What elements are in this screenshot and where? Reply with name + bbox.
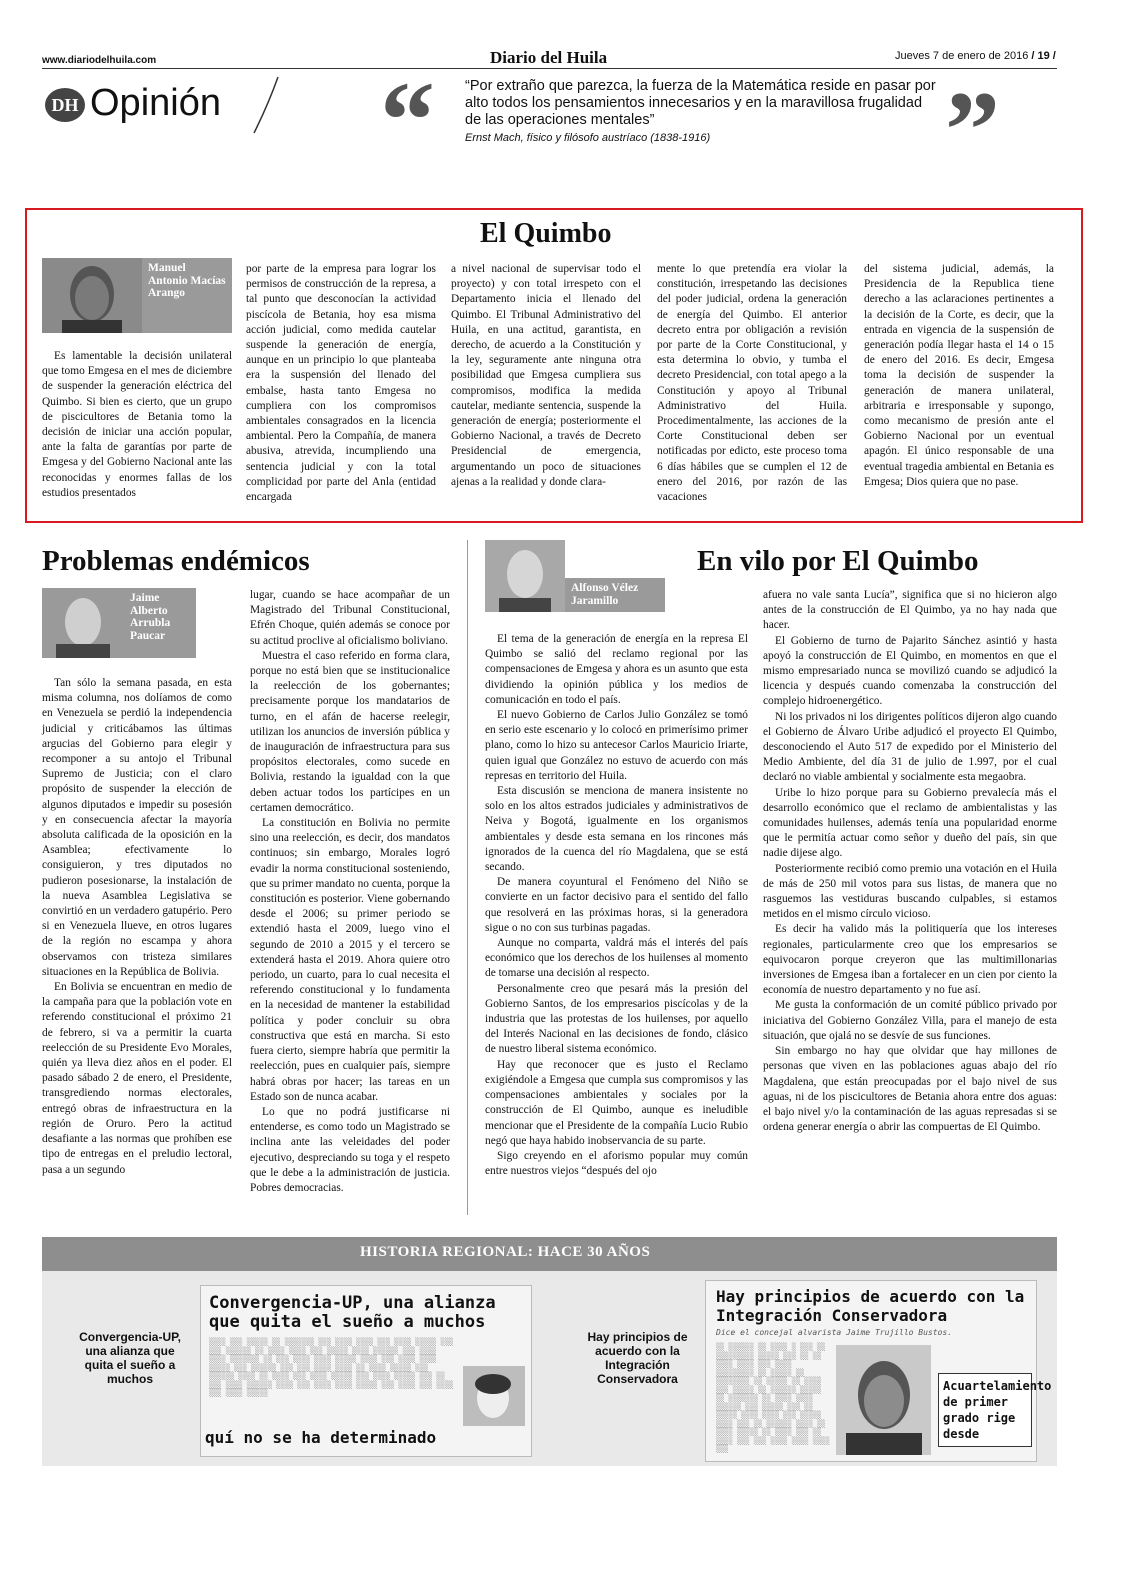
- slash-ornament-icon: [250, 75, 280, 135]
- portrait-icon: [42, 588, 124, 658]
- el-quimbo-col-2: [246, 262, 436, 505]
- paragraph: Uribe lo hizo porque para su Gobierno prevalecía más el desarrollo económico que el reclamo de ambientalistas y las comunidades huilenses, además tenía una popularidad enorme que le permitía actuar como señor y dueño del país, sin que nadie dijese algo.: [763, 786, 1057, 860]
- page-number: / 19 /: [1031, 50, 1056, 62]
- el-quimbo-col-5: [864, 262, 1054, 490]
- paragraph: Sigo creyendo en el aforismo popular muy común entre nuestros viejos “después del ojo: [485, 1149, 748, 1178]
- paragraph: Posteriormente recibió como premio una votación en el Huila de más de 250 mil votos para sus listas, de manera que no rasguemos las vestiduras buscando culpables, si estamos metidos en el mismo círculo vicioso.: [763, 862, 1057, 921]
- clip2-subheadline: Dice el concejal alvarista Jaime Trujillo Bustos.: [716, 1328, 953, 1337]
- clip1-body: ░░░░ ░░░ ░░░░░ ░░ ░░░░░░░ ░░░ ░░░░ ░░░░ ░░░ ░░░░ ░░░░░ ░░░ ░░░ ░░░░░░ ░░ ░░░░ ░░░░ ░░░ ░░░░░ ░░░░ ░░░░░░ ░░░ ░░░░ ░░░░ ░░░░░░░ ░░ ░░░ ░░░░ ░░░░ ░░░░░ ░░░░ ░░░ ░░░░ ░░░░ ░░░░░ ░░░ ░░░░░░ ░░░ ░░░ ░░░░ ░░░░ ░░ ░░░░ ░░░░░ ░░░ ░░░░░░ ░░░░ ░░ ░░░░ ░░░ ░░░░ ░░░░░ ░░░ ░░░░ ░░░░░ ░░░ ░░ ░░░ ░░░░ ░░░░░░ ░░░░ ░░░ ░░░░ ░░░░ ░░░░░ ░░░ ░░░░ ░░░ ░░░░ ░░░ ░░░░ ░░░░░: [209, 1338, 454, 1397]
- paragraph: Aunque no comparta, valdrá más el interés del país económico que los derechos de los huilenses al momento de tomarse una decisión al respecto.: [485, 937, 748, 980]
- clip-convergencia: [200, 1285, 532, 1457]
- clip2-headline: Hay principios de acuerdo con la Integración Conservadora: [716, 1287, 1025, 1325]
- dh-logo: DH: [45, 88, 85, 122]
- paragraph: Sin embargo no hay que olvidar que hay millones de personas que viven en las poblaciones aguas abajo del río Magdalena, que están preocupadas por el bajo nivel de sus aguas, ni de los piscicultores de Betania ahora entre dos aguas: el bajo nivel y/o la contaminación de las aguas represadas si se ordena generar energía o abrir las compuertas de El Quimbo.: [763, 1045, 1057, 1134]
- portrait-icon: [485, 540, 565, 612]
- article-title-problemas: Problemas endémicos: [42, 545, 310, 577]
- paragraph: Ni los privados ni los dirigentes políticos dijeron algo cuando el Gobierno de Álvaro Uribe adjudicó el proyecto El Quimbo, desconociendo el Auto 517 de expedido por el Ministerio del Medio Ambiente, del día 31 de julio de 1.997, por el cual declaró no viable ambiental y socialmente esta megaobra.: [763, 710, 1057, 784]
- paragraph: a nivel nacional de supervisar todo el proyecto) y con total irrespeto con el Departamento inicia el llenado del Quimbo. El Tribunal Administrativo del Huila, en una actitud, garantista, en derecho, de acuerdo a la Constitución y la ley, seguramente ante ninguna otra posibilidad que Emgesa cumpliera sus compromisos, modifica la medida cautelar, mediante sentencia, suspende la generación de energía; posteriormente el Gobierno Nacional, a través de Decreto Presidencial de emergencia, argumentando un poco de situaciones ajenas a la realidad y donde clara-: [451, 263, 641, 488]
- paragraph: Personalmente creo que pesará más la presión del Gobierno Santos, de los empresarios piscícolas y de la industria que las protestas de los huilenses, por aquello del Interés Nacional en las decisiones de fondo, clásico de nuestro liberal sistema económico.: [485, 982, 748, 1056]
- section-title: Opinión: [90, 82, 221, 124]
- problemas-col-2: [250, 588, 450, 1196]
- header-rule: [42, 68, 1057, 69]
- paragraph: Lo que no podrá justificarse ni entenderse, es como todo un Magistrado se inclina ante las veleidades del poder ejecutivo, despreciando su toga y el respeto que le debe a la administración de justicia. Pobres democracias.: [250, 1105, 450, 1194]
- date-text: Jueves 7 de enero de 2016: [895, 50, 1029, 62]
- clip1-photo: [463, 1366, 525, 1426]
- paper-name-text: Diario del Huila: [490, 48, 608, 67]
- newspaper-name: [490, 48, 607, 68]
- author-byline-macias: Manuel Antonio Macías Arango: [142, 258, 232, 333]
- paragraph: por parte de la empresa para lograr los permisos de construcción de la represa, a tal punto que desconocían la actividad piscícola de Betania, hoy esa misma acción judicial, como medida cautelar suspende la generación de energía, aunque en un principio lo que planteaba era la suspensión del llenado del embalse, hasta tanto Emgesa no cumpliera con los compromisos ambientales consagrados en la licencia ambiental. Pero la Compañía, de manera abusiva, atrevida, incumpliendo una sentencia judicial y con la total complicidad por parte del Anla (entidad encargada: [246, 263, 436, 504]
- paragraph: Tan sólo la semana pasada, en esta misma columna, nos dolíamos de como en Venezuela se perdió la independencia judicial y criticábamos las últimas argucias del Gobierno para elegir y recomponer a su antojo el Tribunal Supremo de Justicia; con el claro propósito de suspender la elección de algunos diputados e impedir su posesión y en consecuencia afectar la mayoría absoluta calificada de la oposición en la Asamblea; efectivamente lo consiguieron, y tres diputados no pudieron posesionarse, la instalación de la nueva Asamblea Legislativa se convirtió en un verdadero gatupério. Pero si en Venezuela llueve, en otros lugares de la región no escampa y ahora observamos con tristeza similares situaciones en la República de Bolivia.: [42, 677, 232, 978]
- author-photo-macias: [42, 258, 142, 333]
- site-url[interactable]: www.diariodelhuila.com: [42, 55, 157, 66]
- clip2-box-text: Acuartelamiento de primer grado rige desde: [943, 1379, 1052, 1441]
- paragraph: Es decir ha valido más la politiquería que los intereses regionales, particularmente creo que los empresarios se equivocaron porque creyeron que las multimillonarias inversiones de Emgesa iban a fortalecer en un cien por ciento la economía de nuestro departamento y no fue así.: [763, 923, 1057, 997]
- open-quote-icon: “: [380, 59, 435, 181]
- el-quimbo-col-4: [657, 262, 847, 505]
- portrait-icon: [42, 258, 142, 333]
- clip1-headline: Convergencia-UP, una alianza que quita el sueño a muchos: [209, 1293, 496, 1332]
- paragraph: La constitución en Bolivia no permite sino una reelección, es decir, dos mandatos continuos; sin embargo, Morales logró evadir la norma constitucional sosteniendo, que su primer mandato no cuenta, porque la constitución es posterior. Viene gobernando desde el 2006; su primer periodo se extendió hasta el 2009, luego vino el segundo de 2010 a 2015 y el tercero se extenderá hasta el 2019. Ahora quiere otro periodo, un cuarto, para lo cual necesita el referendo constitucional y lo fundamenta en la necesidad de mantener la estabilidad política y poder concluir su obra constructiva que está en marcha. Si esto fuera cierto, siempre habría que permitir la reelección, pues en cualquier país, siempre habrá obras por hacer; las tareas en un Estado son de nunca acabar.: [250, 817, 450, 1103]
- clip2-box: [938, 1373, 1052, 1447]
- paragraph: El Gobierno de turno de Pajarito Sánchez asintió y hasta apoyó la construcción de El Quimbo, en momentos en que el mismo empresariado nunca se movilizó cuando se adjudicó la licencia y después cuando comenzaba la construcción del complejo hidroenergético.: [763, 634, 1057, 708]
- paragraph: mente lo que pretendía era violar la constitución, irrespetando las decisiones del poder judicial, ordena la generación de energía del Quimbo. El anterior decreto entra por obligación a revisión por parte de la Corte Constitucional, y esta determina lo obvio, y tumba el decreto Presidencial, con total apego a la Constitución y apoyo al Tribunal Administrativo del Huila. Procedimentalmente, las acciones de la Corte Constitucional deben ser notificadas por edicto, este proceso toma 6 días hábiles que se cumplen el 12 de enero del 2016, por razón de las vacaciones: [657, 263, 847, 504]
- en-vilo-col-2: [763, 588, 1057, 1135]
- author-photo-arrubla: [42, 588, 124, 658]
- author-byline-arrubla: Jaime Alberto Arrubla Paucar: [124, 588, 196, 658]
- clip-integracion: [705, 1280, 1052, 1462]
- paragraph: afuera no vale santa Lucía”, significa que si no hicieron algo antes de la construcción de El Quimbo, ya no hay nada que hacer.: [763, 589, 1057, 632]
- paragraph: Me gusta la conformación de un comité público privado por iniciativa del Gobierno González Villa, para el manejo de esta situación, que ojalá no se desvíe de sus funciones.: [763, 999, 1057, 1042]
- portrait-icon: [463, 1366, 525, 1426]
- el-quimbo-col-3: [451, 262, 641, 490]
- clip1-bottom-headline: quí no se ha determinado: [205, 1428, 437, 1447]
- portrait-icon: [836, 1345, 931, 1455]
- quote-author: Ernst Mach, físico y filósofo austríaco (1838-1916): [465, 132, 711, 144]
- close-quote-icon: ”: [945, 69, 1000, 191]
- clip2-caption: Hay principios de acuerdo con la Integración Conservadora: [587, 1330, 688, 1386]
- column-divider: [467, 540, 468, 1215]
- history-banner-title: HISTORIA REGIONAL: HACE 30 AÑOS: [360, 1244, 651, 1260]
- paragraph: Hay que reconocer que es justo el Reclamo exigiéndole a Emgesa que cumpla sus compromisos y las compensaciones ambientales y sociales por la construcción de El Quimbo, aunque es ineludible mencionar que el Presidente de la compañía Lucio Rubio negó que haya habido inobservancia de su parte.: [485, 1058, 748, 1147]
- header-quote: “Por extraño que parezca, la fuerza de la Matemática reside en pasar por alto todos los pensamientos innecesarios y en la maravillosa frugalidad de las operaciones mentales”: [465, 78, 936, 128]
- en-vilo-col-1: [485, 632, 748, 1179]
- paragraph: En Bolivia se encuentran en medio de la campaña para que la población vote en referendo constitucional el próximo 21 de febrero, si va a permitir la cuarta reelección de su Presidente Evo Morales, quién ya lleva diez años en el poder. El pasado sábado 2 de enero, el Presidente, transgrediendo normas electorales, entregó obras de infraestructura en la región de Oruro. Pero la actitud desafiante a las normas que prohíben ese tipo de entregas en el preludio lectoral, pasa a un segundo: [42, 981, 232, 1176]
- paragraph: De manera coyuntural el Fenómeno del Niño se convierte en un factor decisivo para el sentido del fallo que resolverá en las próximas horas, si la generadora sigue o no con sus turbinas pagadas.: [485, 876, 748, 934]
- problemas-col-1: [42, 676, 232, 1178]
- clip1-caption: Convergencia-UP, una alianza que quita el sueño a muchos: [79, 1330, 181, 1386]
- paragraph: lugar, cuando se hace acompañar de un Magistrado del Tribunal Constitucional, Efrén Choque, quién además se conoce por su actitud proclive al oficialismo boliviano.: [250, 589, 450, 647]
- author-photo-velez: [485, 540, 565, 612]
- paragraph: del sistema judicial, además, la Presidencia de la Republica tiene derecho a las aclaraciones pertinentes a la decisión de la Corte, es decir, que la entrada en vigencia de la suspensión de generación podía llegar hasta el 14 o 15 de enero del 2016. Es decir, Emgesa toma la decisión de suspender la generación de manera unilateral, arbitraria e irresponsable y supongo, como mecanismo de presión ante el Gobierno Nacional por un eventual apagón. El único responsable de una eventual tragedia ambiental en Betania es Emgesa; Dios quiera que no pase.: [864, 263, 1054, 488]
- paragraph: Esta discusión se menciona de manera insistente no solo en los altos estrados judiciales y administrativos de Neiva y Bogotá, igualmente en los organismos ambientales y desde esta semana en los rincones más ignorados de la cuenca del río Magdalena, que se está secando.: [485, 785, 748, 874]
- author-byline-velez: Alfonso Vélez Jaramillo: [565, 578, 665, 612]
- el-quimbo-col-1: [42, 349, 232, 501]
- clip2-photo: [836, 1345, 931, 1455]
- article-title-el-quimbo: El Quimbo: [480, 218, 612, 249]
- clip2-body: ░░ ░░░░░░ ░░ ░░░░ ░ ░░░ ░░ ░░░░░░░░░ ░░░░░ ░░░ ░░ ░░ ░░░░ ░░░░ ░░░ ░░░░ ░░░░░░░░░ ░░ ░░░░░ ░░ ░░░░░░░░ ░░ ░░░░░ ░░ ░░░░ ░░░ ░░░░░ ░░ ░░░░░░ ░░░░░ ░░ ░░░░░░░ ░░ ░░░░ ░░░░ ░░░░░░ ░░░ ░░░░░ ░░░ ░░ ░░░░░ ░░░░ ░░░░ ░░░ ░░░░░ ░░░░ ░░░ ░░ ░░░░░░ ░░░░ ░░ ░░░░ ░░░░░ ░░ ░░░░ ░░░ ░░ ░░░░ ░░░ ░░░ ░░░░ ░░░░ ░░░░ ░░░: [716, 1343, 830, 1453]
- paragraph: Es lamentable la decisión unilateral que tomo Emgesa en el mes de diciembre de suspender la generación eléctrica del Quimbo. Si bien es cierto, que un grupo de piscicultores de Betania tomo la decisión de iniciar una acción popular, ante la falta de garantías por parte de Emgesa y del Gobierno Nacional ante las reconocidas y enormes fallas de los estudios presentados: [42, 350, 232, 499]
- issue-date: [895, 50, 1056, 62]
- paragraph: Muestra el caso referido en forma clara, porque no está bien que se institucionalice la reelección de los gobernantes; precisamente porque los mandatarios de turno, en el afán de hacerse reelegir, utilizan los anuncios de inversión pública y de inauguración de infraestructura para sus propósitos electorales, como sucede en Bolivia, restando la igualdad con la que deben actuar todos los partícipes en un certamen democrático.: [250, 649, 450, 814]
- paragraph: El tema de la generación de energía en la represa El Quimbo se salió del reclamo regional por las compensaciones de Emgesa y ahora es un asunto que esta dividiendo la opinión pública y los medios de comunicación en todo el país.: [485, 633, 748, 706]
- paragraph: El nuevo Gobierno de Carlos Julio González se tomó en serio este escenario y lo colocó en primerísimo primer plano, como lo hizo su antecesor Carlos Mauricio Iriarte, quien igual que González no estuvo de acuerdo con más represas en territorio del Huila.: [485, 709, 748, 782]
- article-title-en-vilo: En vilo por El Quimbo: [697, 545, 979, 577]
